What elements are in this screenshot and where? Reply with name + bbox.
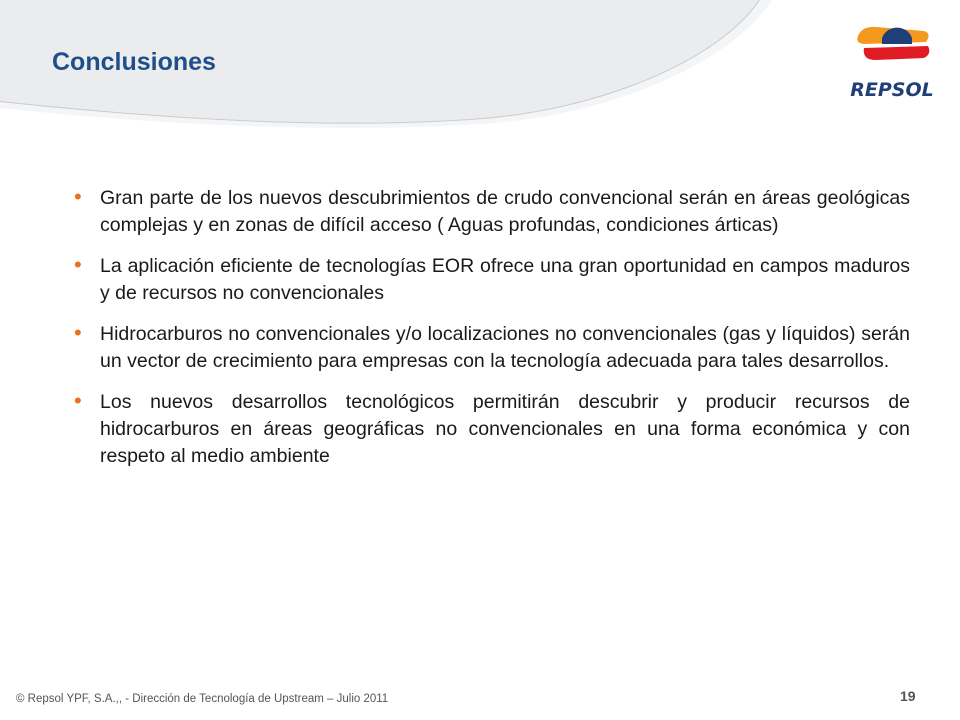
bullet-icon: • [74,184,82,209]
footer-copyright: © Repsol YPF, S.A.,, - Dirección de Tecnología de Upstream – Julio 2011 [16,693,389,705]
repsol-logo [842,22,942,102]
bullet-item [72,185,910,239]
bullet-text: Gran parte de los nuevos descubrimientos de crudo convencional serán en áreas geológicas complejas y en zonas de difícil acceso ( Aguas profundas, condiciones árticas) [100,187,910,236]
slide-title: Conclusiones [52,48,216,76]
conclusions-list [72,185,910,484]
bullet-item [72,321,910,375]
bullet-icon: • [74,388,82,413]
bullet-text: Hidrocarburos no convencionales y/o localizaciones no convencionales (gas y líquidos) serán un vector de crecimiento para empresas con la tecnología adecuada para tales desarrollos. [100,323,910,372]
bullet-item [72,253,910,307]
header-swoosh [0,0,960,160]
bullet-text: Los nuevos desarrollos tecnológicos permitirán descubrir y producir recursos de hidrocarburos en áreas geográficas no convencionales en una forma económica y con respeto al medio ambiente [100,391,910,467]
page-number: 19 [900,688,916,704]
repsol-wordmark: REPSOL [850,79,934,101]
bullet-icon: • [74,252,82,277]
repsol-logo-mark-icon [852,22,932,80]
logo-red-band [864,46,930,60]
bullet-item [72,389,910,470]
bullet-icon: • [74,320,82,345]
bullet-text: La aplicación eficiente de tecnologías EOR ofrece una gran oportunidad en campos maduros y de recursos no convencionales [100,255,910,304]
